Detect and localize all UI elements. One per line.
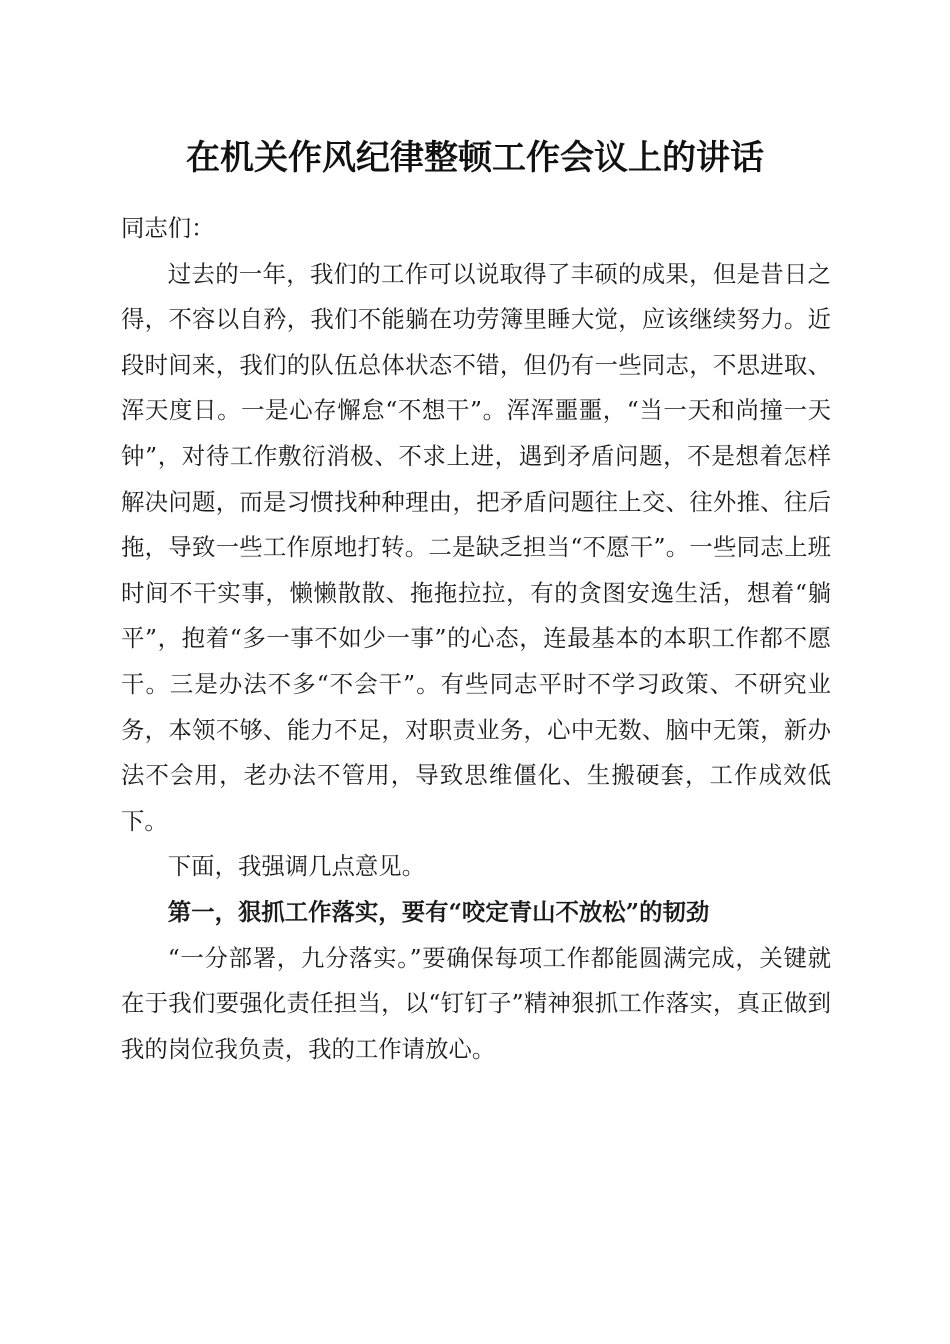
- paragraph-intro: 过去的一年，我们的工作可以说取得了丰硕的成果，但是昔日之得，不容以自矜，我们不能躺在功劳簿里睡大觉，应该继续努力。近段时间来，我们的队伍总体状态不错，但仍有一些同志，不思进取、浑天度日。一是心存懈怠“不想干”。浑浑噩噩，“当一天和尚撞一天钟”，对待工作敷衍消极、不求上进，遇到矛盾问题，不是想着怎样解决问题，而是习惯找种种理由，把矛盾问题往上交、往外推、往后拖，导致一些工作原地打转。二是缺乏担当“不愿干”。一些同志上班时间不干实事，懒懒散散、拖拖拉拉，有的贪图安逸生活，想着“躺平”，抱着“多一事不如少一事”的心态，连最基本的本职工作都不愿干。三是办法不多“不会干”。有些同志平时不学习政策、不研究业务，本领不够、能力不足，对职责业务，心中无数、脑中无策，新办法不会用，老办法不管用，导致思维僵化、生搬硬套，工作成效低下。: [121, 259, 831, 835]
- section-paragraph-1: “一分部署，九分落实。”要确保每项工作都能圆满完成，关键就在于我们要强化责任担当，以“钉钉子”精神狠抓工作落实，真正做到我的岗位我负责，我的工作请放心。: [121, 943, 831, 1063]
- section-heading-1: 第一，狠抓工作落实，要有“咬定青山不放松”的韧劲: [167, 897, 710, 926]
- document-title: 在机关作风纪律整顿工作会议上的讲话: [186, 138, 764, 178]
- salutation: 同志们：: [121, 214, 215, 242]
- document-body: [121, 206, 831, 1072]
- paragraph-transition: 下面，我强调几点意见。: [167, 852, 426, 881]
